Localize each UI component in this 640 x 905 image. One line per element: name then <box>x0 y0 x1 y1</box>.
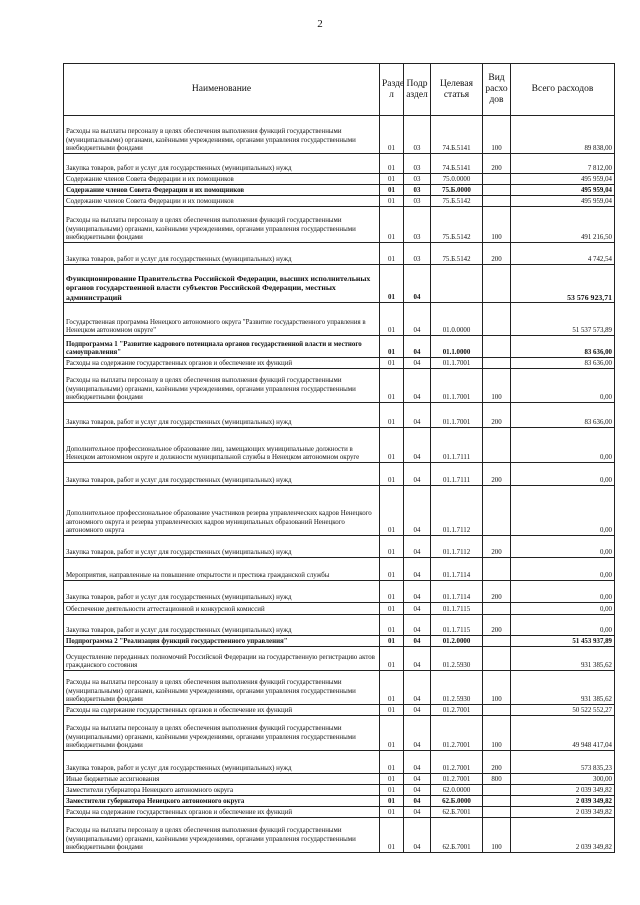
cell-name: Закупка товаров, работ и услуг для государственных (муниципальных) нужд <box>64 581 380 603</box>
cell-target: 01.1.7115 <box>431 615 483 636</box>
cell-name: Расходы на содержание государственных органов и обеспечение их функций <box>64 358 380 369</box>
cell-target: 01.2.5930 <box>431 647 483 671</box>
cell-podrazdel: 04 <box>404 463 431 486</box>
cell-razdel: 01 <box>380 603 404 615</box>
cell-name: Расходы на выплаты персоналу в целях обеспечения выполнения функций государственными (муниципальными) органами, казёнными учреждениями, органами управления государственными внебюджетными фондами <box>64 716 380 751</box>
table-row <box>64 671 615 705</box>
cell-total: 83 636,00 <box>511 358 615 369</box>
cell-vid <box>483 558 511 581</box>
cell-name: Содержание членов Совета Федерации и их помощников <box>64 196 380 207</box>
cell-razdel: 01 <box>380 358 404 369</box>
cell-razdel: 01 <box>380 818 404 853</box>
cell-razdel: 01 <box>380 185 404 196</box>
cell-vid: 100 <box>483 671 511 705</box>
page-number: 2 <box>317 18 323 30</box>
cell-razdel: 01 <box>380 751 404 774</box>
column-header-podrazdel: Подр аздел <box>404 64 431 116</box>
cell-total: 49 948 417,04 <box>511 716 615 751</box>
cell-podrazdel: 04 <box>404 403 431 428</box>
cell-total: 2 039 349,82 <box>511 807 615 818</box>
cell-razdel: 01 <box>380 796 404 807</box>
cell-razdel: 01 <box>380 303 404 336</box>
cell-podrazdel: 03 <box>404 243 431 265</box>
table-header-row <box>64 64 615 116</box>
cell-total: 50 522 552,27 <box>511 705 615 716</box>
cell-name: Функционирование Правительства Российской Федерации, высших исполнительных органов государственной власти субъектов Российской Федерации, местных администраций <box>64 265 380 303</box>
table-row <box>64 303 615 336</box>
cell-vid: 200 <box>483 403 511 428</box>
cell-total: 89 838,00 <box>511 116 615 154</box>
cell-razdel: 01 <box>380 428 404 463</box>
cell-vid <box>483 705 511 716</box>
cell-vid <box>483 336 511 358</box>
table-row <box>64 174 615 185</box>
cell-target: 01.1.7112 <box>431 536 483 558</box>
cell-podrazdel: 04 <box>404 428 431 463</box>
column-header-name: Наименование <box>64 64 380 116</box>
cell-vid: 100 <box>483 818 511 853</box>
cell-name: Закупка товаров, работ и услуг для государственных (муниципальных) нужд <box>64 615 380 636</box>
cell-name: Закупка товаров, работ и услуг для государственных (муниципальных) нужд <box>64 403 380 428</box>
cell-total: 4 742,54 <box>511 243 615 265</box>
cell-total: 0,00 <box>511 428 615 463</box>
cell-name: Закупка товаров, работ и услуг для государственных (муниципальных) нужд <box>64 154 380 174</box>
cell-razdel: 01 <box>380 615 404 636</box>
cell-razdel: 01 <box>380 785 404 796</box>
cell-target: 75.Б.5142 <box>431 207 483 243</box>
cell-razdel: 01 <box>380 774 404 785</box>
cell-total: 931 385,62 <box>511 647 615 671</box>
cell-vid <box>483 796 511 807</box>
cell-name: Иные бюджетные ассигнования <box>64 774 380 785</box>
cell-target: 01.1.7115 <box>431 603 483 615</box>
cell-name: Расходы на содержание государственных органов и обеспечение их функций <box>64 807 380 818</box>
cell-name: Расходы на выплаты персоналу в целях обеспечения выполнения функций государственными (муниципальными) органами, казёнными учреждениями, органами управления государственными внебюджетными фондами <box>64 671 380 705</box>
cell-podrazdel: 04 <box>404 807 431 818</box>
table-row <box>64 116 615 154</box>
cell-name: Подпрограмма 1 "Развитие кадрового потенциала органов государственной власти и местного самоуправления" <box>64 336 380 358</box>
cell-name: Закупка товаров, работ и услуг для государственных (муниципальных) нужд <box>64 536 380 558</box>
cell-total: 0,00 <box>511 369 615 403</box>
cell-vid <box>483 185 511 196</box>
cell-target: 01.1.7114 <box>431 581 483 603</box>
cell-name: Содержание членов Совета Федерации и их помощников <box>64 174 380 185</box>
cell-target: 75.Б.5142 <box>431 196 483 207</box>
cell-razdel: 01 <box>380 463 404 486</box>
table-row <box>64 818 615 853</box>
cell-vid: 200 <box>483 243 511 265</box>
table-row <box>64 716 615 751</box>
cell-total: 0,00 <box>511 615 615 636</box>
cell-razdel: 01 <box>380 196 404 207</box>
cell-razdel: 01 <box>380 716 404 751</box>
cell-podrazdel: 04 <box>404 558 431 581</box>
cell-vid <box>483 785 511 796</box>
cell-total: 931 385,62 <box>511 671 615 705</box>
table-row <box>64 603 615 615</box>
cell-vid: 800 <box>483 774 511 785</box>
cell-target: 01.1.7111 <box>431 463 483 486</box>
cell-razdel: 01 <box>380 336 404 358</box>
cell-vid <box>483 358 511 369</box>
cell-podrazdel: 04 <box>404 303 431 336</box>
cell-razdel: 01 <box>380 116 404 154</box>
cell-podrazdel: 04 <box>404 785 431 796</box>
cell-total: 7 812,00 <box>511 154 615 174</box>
cell-name: Содержание членов Совета Федерации и их помощников <box>64 185 380 196</box>
cell-name: Заместители губернатора Ненецкого автономного округа <box>64 796 380 807</box>
column-header-target: Целевая статья <box>431 64 483 116</box>
cell-name: Заместители губернатора Ненецкого автономного округа <box>64 785 380 796</box>
cell-podrazdel: 04 <box>404 647 431 671</box>
cell-razdel: 01 <box>380 807 404 818</box>
cell-podrazdel: 04 <box>404 818 431 853</box>
cell-razdel: 01 <box>380 705 404 716</box>
cell-total: 0,00 <box>511 536 615 558</box>
cell-razdel: 01 <box>380 647 404 671</box>
cell-razdel: 01 <box>380 403 404 428</box>
table-row <box>64 369 615 403</box>
table-row <box>64 486 615 536</box>
table-row <box>64 536 615 558</box>
table-row <box>64 581 615 603</box>
cell-vid <box>483 303 511 336</box>
cell-target: 75.Б.5142 <box>431 243 483 265</box>
cell-podrazdel: 04 <box>404 603 431 615</box>
cell-total: 51 537 573,89 <box>511 303 615 336</box>
table-row <box>64 647 615 671</box>
cell-podrazdel: 04 <box>404 615 431 636</box>
cell-podrazdel: 03 <box>404 174 431 185</box>
cell-podrazdel: 04 <box>404 774 431 785</box>
table-row <box>64 428 615 463</box>
table-row <box>64 807 615 818</box>
cell-podrazdel: 04 <box>404 671 431 705</box>
cell-vid: 200 <box>483 154 511 174</box>
cell-name: Расходы на выплаты персоналу в целях обеспечения выполнения функций государственными (муниципальными) органами, казёнными учреждениями, органами управления государственными внебюджетными фондами <box>64 207 380 243</box>
cell-podrazdel: 04 <box>404 796 431 807</box>
table-row <box>64 265 615 303</box>
cell-vid: 200 <box>483 536 511 558</box>
cell-vid: 100 <box>483 116 511 154</box>
cell-razdel: 01 <box>380 265 404 303</box>
cell-target: 01.1.7001 <box>431 403 483 428</box>
cell-vid <box>483 603 511 615</box>
cell-target: 01.2.7001 <box>431 705 483 716</box>
cell-razdel: 01 <box>380 207 404 243</box>
cell-vid <box>483 647 511 671</box>
cell-total: 495 959,04 <box>511 196 615 207</box>
table-row <box>64 751 615 774</box>
cell-total: 0,00 <box>511 558 615 581</box>
cell-vid: 200 <box>483 615 511 636</box>
cell-podrazdel: 03 <box>404 207 431 243</box>
cell-razdel: 01 <box>380 154 404 174</box>
table-row <box>64 774 615 785</box>
cell-razdel: 01 <box>380 369 404 403</box>
cell-razdel: 01 <box>380 671 404 705</box>
cell-podrazdel: 03 <box>404 154 431 174</box>
table-row <box>64 154 615 174</box>
cell-target: 74.Б.5141 <box>431 154 483 174</box>
cell-target: 01.1.7114 <box>431 558 483 581</box>
cell-vid <box>483 196 511 207</box>
cell-razdel: 01 <box>380 636 404 647</box>
cell-vid <box>483 265 511 303</box>
column-header-razdel: Разде л <box>380 64 404 116</box>
cell-name: Обеспечение деятельности аттестационной и конкурсной комиссий <box>64 603 380 615</box>
cell-target: 74.Б.5141 <box>431 116 483 154</box>
budget-table <box>63 63 615 853</box>
cell-total: 0,00 <box>511 603 615 615</box>
column-header-vid: Вид расхо дов <box>483 64 511 116</box>
cell-vid <box>483 428 511 463</box>
table-row <box>64 403 615 428</box>
cell-target: 62.Б.0000 <box>431 796 483 807</box>
cell-target: 01.2.7001 <box>431 774 483 785</box>
cell-total: 495 959,04 <box>511 174 615 185</box>
cell-vid <box>483 636 511 647</box>
cell-name: Государственная программа Ненецкого автономного округа "Развитие государственного управления в Ненецком автономном округе" <box>64 303 380 336</box>
cell-total: 2 039 349,82 <box>511 785 615 796</box>
cell-vid <box>483 486 511 536</box>
cell-vid: 100 <box>483 207 511 243</box>
table-row <box>64 463 615 486</box>
cell-vid: 100 <box>483 716 511 751</box>
cell-vid <box>483 174 511 185</box>
cell-target: 01.0.0000 <box>431 303 483 336</box>
cell-podrazdel: 04 <box>404 716 431 751</box>
cell-name: Осуществление переданных полномочий Российской Федерации на государственную регистрацию актов гражданского состояния <box>64 647 380 671</box>
cell-vid: 200 <box>483 751 511 774</box>
cell-target: 01.2.0000 <box>431 636 483 647</box>
cell-target: 75.0.0000 <box>431 174 483 185</box>
table-row <box>64 615 615 636</box>
cell-vid: 200 <box>483 463 511 486</box>
cell-total: 491 216,50 <box>511 207 615 243</box>
cell-total: 300,00 <box>511 774 615 785</box>
cell-name: Подпрограмма 2 "Реализация функций государственного управления" <box>64 636 380 647</box>
cell-name: Закупка товаров, работ и услуг для государственных (муниципальных) нужд <box>64 463 380 486</box>
cell-target: 01.2.5930 <box>431 671 483 705</box>
cell-name: Расходы на выплаты персоналу в целях обеспечения выполнения функций государственными (муниципальными) органами, казёнными учреждениями, органами управления государственными внебюджетными фондами <box>64 818 380 853</box>
cell-target: 01.1.7112 <box>431 486 483 536</box>
cell-target: 75.Б.0000 <box>431 185 483 196</box>
cell-target: 01.2.7001 <box>431 716 483 751</box>
cell-target: 01.2.7001 <box>431 751 483 774</box>
cell-name: Дополнительное профессиональное образование лиц, замещающих муниципальные должности в Ненецком автономном округе и должности муниципальной службы в Ненецком автономном округе <box>64 428 380 463</box>
table-row <box>64 785 615 796</box>
cell-target: 62.Б.7001 <box>431 818 483 853</box>
cell-target: 01.1.7001 <box>431 369 483 403</box>
cell-razdel: 01 <box>380 486 404 536</box>
cell-podrazdel: 04 <box>404 581 431 603</box>
cell-podrazdel: 04 <box>404 369 431 403</box>
column-header-total: Всего расходов <box>511 64 615 116</box>
cell-total: 83 636,00 <box>511 403 615 428</box>
cell-name: Закупка товаров, работ и услуг для государственных (муниципальных) нужд <box>64 243 380 265</box>
cell-target <box>431 265 483 303</box>
cell-podrazdel: 04 <box>404 336 431 358</box>
cell-podrazdel: 04 <box>404 705 431 716</box>
table-row <box>64 636 615 647</box>
cell-name: Закупка товаров, работ и услуг для государственных (муниципальных) нужд <box>64 751 380 774</box>
table-row <box>64 196 615 207</box>
cell-name: Расходы на выплаты персоналу в целях обеспечения выполнения функций государственными (муниципальными) органами, казёнными учреждениями, органами управления государственными внебюджетными фондами <box>64 369 380 403</box>
table-row <box>64 185 615 196</box>
cell-podrazdel: 03 <box>404 185 431 196</box>
cell-razdel: 01 <box>380 581 404 603</box>
cell-razdel: 01 <box>380 558 404 581</box>
table-row <box>64 336 615 358</box>
cell-podrazdel: 04 <box>404 486 431 536</box>
cell-name: Дополнительное профессиональное образование участников резерва управленческих кадров Ненецкого автономного округа и резерва управленческих кадров муниципальных образований Ненецкого автономного округа <box>64 486 380 536</box>
cell-target: 01.1.0000 <box>431 336 483 358</box>
cell-podrazdel: 04 <box>404 536 431 558</box>
cell-name: Мероприятия, направленные на повышение открытости и престижа гражданской службы <box>64 558 380 581</box>
cell-target: 01.1.7111 <box>431 428 483 463</box>
cell-razdel: 01 <box>380 243 404 265</box>
cell-razdel: 01 <box>380 174 404 185</box>
cell-podrazdel: 03 <box>404 116 431 154</box>
cell-vid <box>483 807 511 818</box>
cell-podrazdel: 04 <box>404 358 431 369</box>
cell-total: 83 636,00 <box>511 336 615 358</box>
cell-total: 495 959,04 <box>511 185 615 196</box>
cell-name: Расходы на содержание государственных органов и обеспечение их функций <box>64 705 380 716</box>
cell-total: 0,00 <box>511 463 615 486</box>
table-row <box>64 358 615 369</box>
cell-total: 0,00 <box>511 581 615 603</box>
cell-vid: 200 <box>483 581 511 603</box>
cell-podrazdel: 04 <box>404 265 431 303</box>
cell-total: 53 576 923,71 <box>511 265 615 303</box>
table-row <box>64 796 615 807</box>
cell-vid: 100 <box>483 369 511 403</box>
cell-target: 01.1.7001 <box>431 358 483 369</box>
cell-total: 573 835,23 <box>511 751 615 774</box>
cell-total: 2 039 349,82 <box>511 796 615 807</box>
cell-name: Расходы на выплаты персоналу в целях обеспечения выполнения функций государственными (муниципальными) органами, казёнными учреждениями, органами управления государственными внебюджетными фондами <box>64 116 380 154</box>
cell-podrazdel: 03 <box>404 196 431 207</box>
cell-podrazdel: 04 <box>404 636 431 647</box>
table-row <box>64 243 615 265</box>
table-body <box>64 116 615 853</box>
cell-target: 62.Б.7001 <box>431 807 483 818</box>
table-row <box>64 558 615 581</box>
cell-total: 0,00 <box>511 486 615 536</box>
cell-razdel: 01 <box>380 536 404 558</box>
cell-total: 51 453 937,89 <box>511 636 615 647</box>
cell-target: 62.0.0000 <box>431 785 483 796</box>
table-row <box>64 705 615 716</box>
cell-total: 2 039 349,82 <box>511 818 615 853</box>
cell-podrazdel: 04 <box>404 751 431 774</box>
table-row <box>64 207 615 243</box>
